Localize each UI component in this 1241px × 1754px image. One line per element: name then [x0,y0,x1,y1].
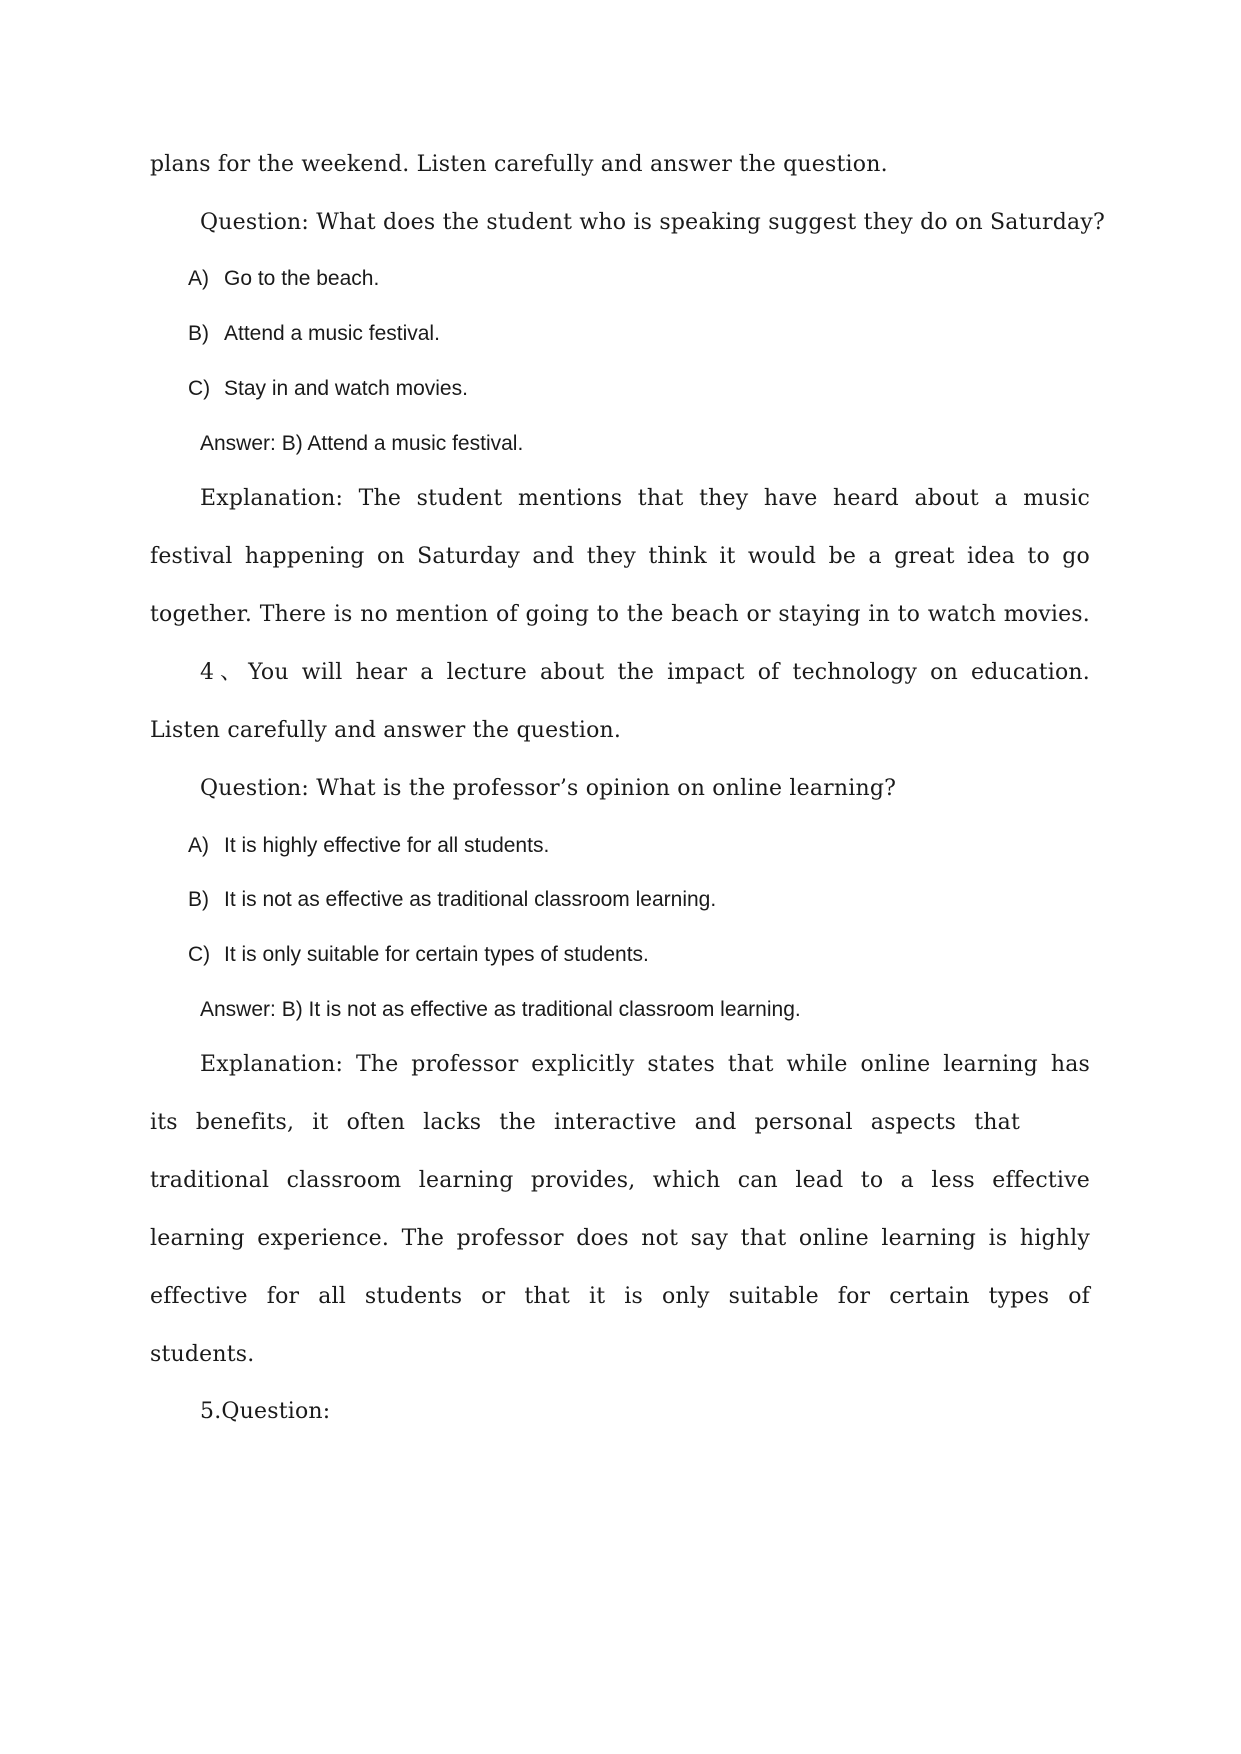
option-letter: A) [188,267,209,290]
option-text: It is highly effective for all students. [224,834,550,857]
option-letter: C) [188,377,211,400]
option-text: Attend a music festival. [224,322,440,345]
option-letter: C) [188,943,211,966]
option-letter: B) [188,322,209,345]
option-text: It is only suitable for certain types of students. [224,943,649,966]
question-text: Question: What is the professor’s opinion on online learning? [200,776,897,801]
question-intro-line: 4、You will hear a lecture about the impact of technology on education. [200,660,1090,685]
option-letter: B) [188,888,209,911]
option-b [188,319,440,349]
option-b [188,885,716,915]
explanation-line: Explanation: The student mentions that they have heard about a music [200,486,1090,511]
explanation-line: effective for all students or that it is only suitable for certain types of [150,1284,1090,1309]
option-c [188,374,468,404]
option-text: It is not as effective as traditional classroom learning. [224,888,717,911]
answer-text: Answer: B) Attend a music festival. [200,432,524,455]
answer-text: Answer: B) It is not as effective as traditional classroom learning. [200,998,801,1021]
option-text: Stay in and watch movies. [224,377,468,400]
paragraph-line: plans for the weekend. Listen carefully and answer the question. [150,152,888,177]
explanation-line: students. [150,1342,255,1367]
question-intro-line: Listen carefully and answer the question. [150,718,622,743]
option-text: Go to the beach. [224,267,380,290]
option-letter: A) [188,834,209,857]
explanation-line: Explanation: The professor explicitly states that while online learning has [200,1052,1090,1077]
explanation-line: learning experience. The professor does not say that online learning is highly [150,1226,1090,1251]
explanation-line: festival happening on Saturday and they think it would be a great idea to go [150,544,1090,569]
explanation-line: together. There is no mention of going to the beach or staying in to watch movies. [150,602,1090,627]
question-label: 5.Question: [200,1399,331,1424]
option-a [188,264,379,294]
option-a [188,831,549,861]
question-text: Question: What does the student who is speaking suggest they do on Saturday? [200,210,1105,235]
explanation-line: its benefits, it often lacks the interactive and personal aspects that [150,1110,1020,1135]
option-c [188,940,649,970]
explanation-line: traditional classroom learning provides, which can lead to a less effective [150,1168,1090,1193]
